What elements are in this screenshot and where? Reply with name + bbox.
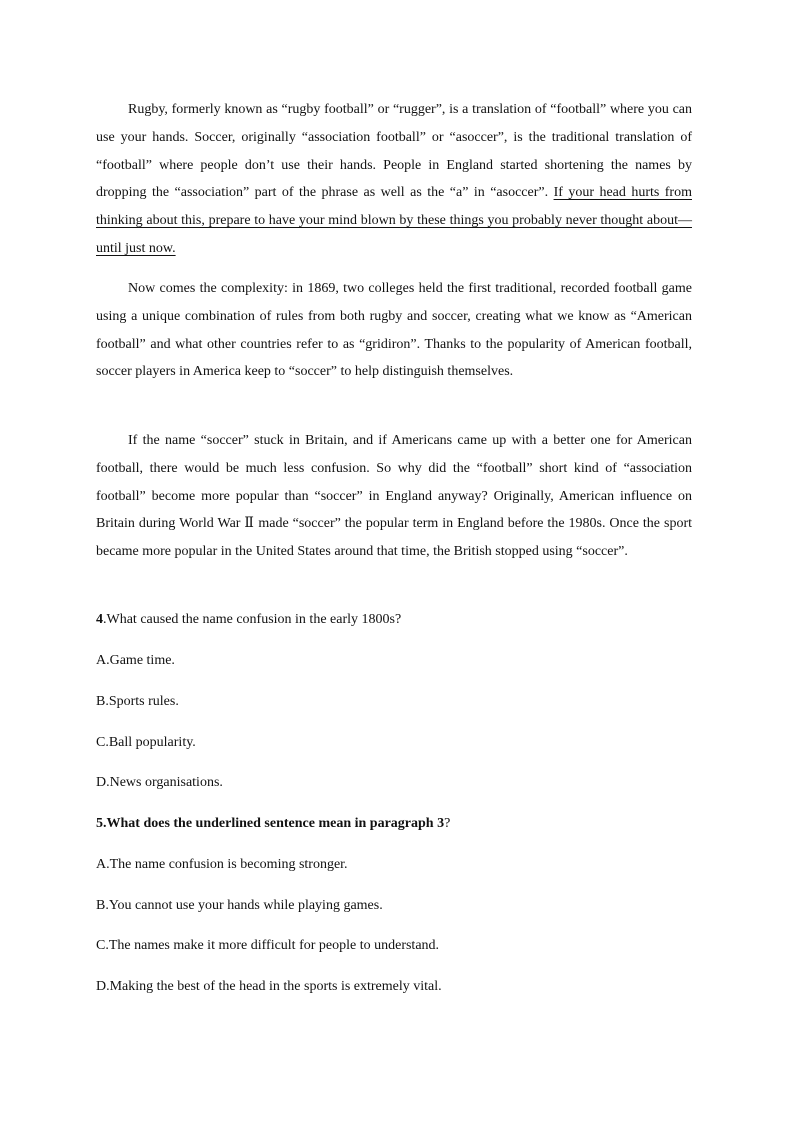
question-5 (96, 814, 716, 834)
question-4-number: 4 (96, 612, 103, 627)
question-4-text: .What caused the name confusion in the early 1800s? (103, 612, 402, 627)
question-4-option-a: A.Game time. (96, 653, 175, 668)
underlined-sentence: If your head hurts from thinking about this, prepare to have your mind blown by these things you probably never thought about—until just now. (96, 185, 692, 256)
paragraph-1 (96, 96, 692, 263)
question-5-option-c: C.The names make it more difficult for people to understand. (96, 938, 440, 953)
question-4-option-c: C.Ball popularity. (96, 735, 196, 750)
question-4-option-d: D.News organisations. (96, 775, 223, 790)
question-4 (96, 610, 716, 630)
question-5-option-d: D.Making the best of the head in the sports is extremely vital. (96, 979, 442, 994)
question-5-option-a: A.The name confusion is becoming stronger. (96, 857, 348, 872)
question-4-option-b: B.Sports rules. (96, 694, 179, 709)
question-5-option-b: B.You cannot use your hands while playing games. (96, 898, 383, 913)
question-5-end: ? (444, 816, 451, 831)
paragraph-1-text: Rugby, formerly known as “rugby football” or “rugger”, is a translation of “football” where you can use your hands. Soccer, originally “association football” or “asoccer”, is the traditional translation of “football” where people don’t use their hands. People in England started shortening the names by dropping the “association” part of the phrase as well as the “a” in “asoccer”. (96, 102, 692, 201)
question-5-number: 5 (96, 816, 103, 831)
paragraph-2: Now comes the complexity: in 1869, two colleges held the first traditional, recorded football game using a unique combination of rules from both rugby and soccer, creating what we know as “American football” and what other countries refer to as “gridiron”. Thanks to the popularity of American football, soccer players in America keep to “soccer” to help distinguish themselves. (96, 281, 692, 380)
question-5-text: .What does the underlined sentence mean in paragraph 3 (103, 816, 445, 831)
paragraph-3: If the name “soccer” stuck in Britain, and if Americans came up with a better one for American football, there would be much less confusion. So why did the “football” short kind of “association football” become more popular than “soccer” in England anyway? Originally, American influence on Britain during World War Ⅱ made “soccer” the popular term in England before the 1980s. Once the sport became more popular in the United States around that time, the British stopped using “soccer”. (96, 433, 692, 560)
